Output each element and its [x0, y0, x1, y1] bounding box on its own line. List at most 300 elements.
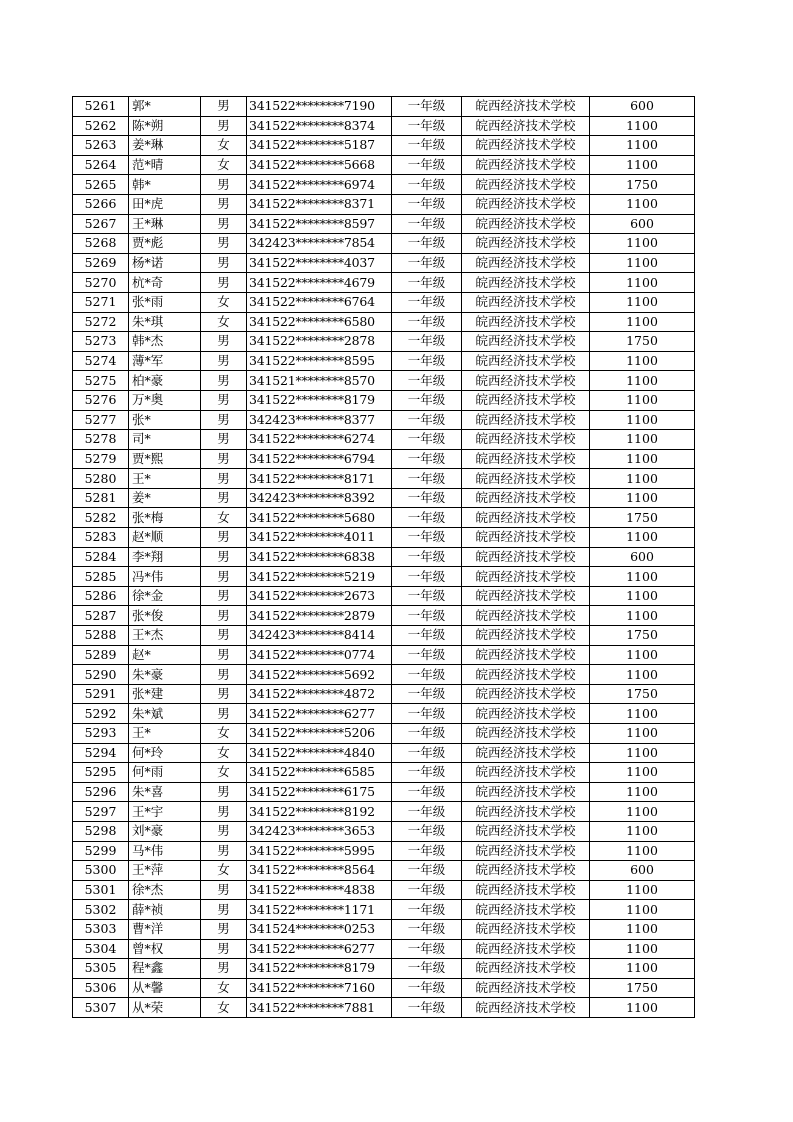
- cell-serial-number: 5300: [73, 861, 129, 881]
- cell-school: 皖西经济技术学校: [462, 900, 590, 920]
- table-row: [73, 782, 695, 802]
- table-row: [73, 312, 695, 332]
- cell-student-name: 王*杰: [129, 626, 201, 646]
- table-row: [73, 155, 695, 175]
- cell-amount: 1100: [590, 704, 695, 724]
- cell-grade: 一年级: [392, 684, 462, 704]
- table-row: [73, 547, 695, 567]
- cell-school: 皖西经济技术学校: [462, 175, 590, 195]
- cell-id-number: 341522********6277: [247, 939, 392, 959]
- cell-amount: 1100: [590, 116, 695, 136]
- cell-amount: 1750: [590, 626, 695, 646]
- cell-amount: 1100: [590, 312, 695, 332]
- cell-gender: 男: [201, 175, 247, 195]
- cell-student-name: 张*俊: [129, 606, 201, 626]
- cell-school: 皖西经济技术学校: [462, 880, 590, 900]
- cell-amount: 1100: [590, 528, 695, 548]
- table-row: [73, 684, 695, 704]
- cell-school: 皖西经济技术学校: [462, 939, 590, 959]
- cell-student-name: 贾*熙: [129, 449, 201, 469]
- table-row: [73, 645, 695, 665]
- cell-grade: 一年级: [392, 332, 462, 352]
- cell-school: 皖西经济技术学校: [462, 312, 590, 332]
- cell-serial-number: 5294: [73, 743, 129, 763]
- cell-school: 皖西经济技术学校: [462, 861, 590, 881]
- cell-amount: 1100: [590, 841, 695, 861]
- cell-school: 皖西经济技术学校: [462, 547, 590, 567]
- cell-grade: 一年级: [392, 253, 462, 273]
- cell-student-name: 王*: [129, 724, 201, 744]
- cell-gender: 男: [201, 488, 247, 508]
- table-row: [73, 704, 695, 724]
- table-row: [73, 116, 695, 136]
- cell-serial-number: 5268: [73, 234, 129, 254]
- cell-school: 皖西经济技术学校: [462, 253, 590, 273]
- cell-serial-number: 5285: [73, 567, 129, 587]
- cell-student-name: 张*: [129, 410, 201, 430]
- cell-grade: 一年级: [392, 430, 462, 450]
- cell-serial-number: 5291: [73, 684, 129, 704]
- cell-id-number: 342423********8392: [247, 488, 392, 508]
- cell-school: 皖西经济技术学校: [462, 430, 590, 450]
- cell-school: 皖西经济技术学校: [462, 724, 590, 744]
- cell-student-name: 赵*顺: [129, 528, 201, 548]
- cell-student-name: 朱*喜: [129, 782, 201, 802]
- cell-gender: 男: [201, 586, 247, 606]
- cell-student-name: 赵*: [129, 645, 201, 665]
- cell-gender: 男: [201, 351, 247, 371]
- cell-serial-number: 5282: [73, 508, 129, 528]
- cell-id-number: 341522********6585: [247, 763, 392, 783]
- table-row: [73, 253, 695, 273]
- table-row: [73, 469, 695, 489]
- table-row: [73, 528, 695, 548]
- cell-gender: 女: [201, 724, 247, 744]
- cell-student-name: 万*奥: [129, 390, 201, 410]
- cell-gender: 男: [201, 547, 247, 567]
- table-row: [73, 292, 695, 312]
- table-row: [73, 743, 695, 763]
- cell-id-number: 341522********5692: [247, 665, 392, 685]
- cell-id-number: 341522********6277: [247, 704, 392, 724]
- subsidy-table: [72, 96, 695, 1018]
- cell-student-name: 姜*: [129, 488, 201, 508]
- cell-id-number: 341522********2878: [247, 332, 392, 352]
- cell-gender: 女: [201, 998, 247, 1018]
- cell-id-number: 341522********5995: [247, 841, 392, 861]
- cell-serial-number: 5284: [73, 547, 129, 567]
- table-row: [73, 410, 695, 430]
- cell-gender: 女: [201, 763, 247, 783]
- cell-school: 皖西经济技术学校: [462, 332, 590, 352]
- cell-student-name: 郭*: [129, 97, 201, 117]
- cell-amount: 1100: [590, 919, 695, 939]
- cell-gender: 女: [201, 743, 247, 763]
- cell-gender: 男: [201, 821, 247, 841]
- cell-student-name: 韩*杰: [129, 332, 201, 352]
- cell-id-number: 341522********8192: [247, 802, 392, 822]
- cell-amount: 1750: [590, 332, 695, 352]
- cell-student-name: 柏*豪: [129, 371, 201, 391]
- cell-amount: 1100: [590, 763, 695, 783]
- cell-serial-number: 5288: [73, 626, 129, 646]
- cell-serial-number: 5273: [73, 332, 129, 352]
- cell-id-number: 342423********7854: [247, 234, 392, 254]
- cell-gender: 男: [201, 371, 247, 391]
- cell-serial-number: 5265: [73, 175, 129, 195]
- cell-school: 皖西经济技术学校: [462, 586, 590, 606]
- cell-amount: 1100: [590, 430, 695, 450]
- cell-amount: 1100: [590, 136, 695, 156]
- cell-grade: 一年级: [392, 234, 462, 254]
- cell-serial-number: 5301: [73, 880, 129, 900]
- cell-student-name: 王*宇: [129, 802, 201, 822]
- cell-student-name: 何*雨: [129, 763, 201, 783]
- cell-grade: 一年级: [392, 194, 462, 214]
- cell-serial-number: 5272: [73, 312, 129, 332]
- cell-student-name: 张*雨: [129, 292, 201, 312]
- cell-grade: 一年级: [392, 900, 462, 920]
- cell-amount: 1100: [590, 469, 695, 489]
- cell-school: 皖西经济技术学校: [462, 841, 590, 861]
- cell-gender: 女: [201, 136, 247, 156]
- cell-serial-number: 5304: [73, 939, 129, 959]
- cell-id-number: 342423********3653: [247, 821, 392, 841]
- cell-gender: 男: [201, 900, 247, 920]
- cell-id-number: 341522********8374: [247, 116, 392, 136]
- cell-serial-number: 5303: [73, 919, 129, 939]
- cell-grade: 一年级: [392, 626, 462, 646]
- cell-amount: 1100: [590, 880, 695, 900]
- cell-student-name: 陈*朔: [129, 116, 201, 136]
- cell-student-name: 徐*金: [129, 586, 201, 606]
- table-row: [73, 939, 695, 959]
- cell-grade: 一年级: [392, 175, 462, 195]
- cell-serial-number: 5286: [73, 586, 129, 606]
- cell-school: 皖西经济技术学校: [462, 449, 590, 469]
- cell-serial-number: 5306: [73, 978, 129, 998]
- cell-grade: 一年级: [392, 371, 462, 391]
- cell-grade: 一年级: [392, 704, 462, 724]
- table-row: [73, 449, 695, 469]
- cell-amount: 1100: [590, 488, 695, 508]
- cell-gender: 男: [201, 704, 247, 724]
- table-row: [73, 214, 695, 234]
- cell-school: 皖西经济技术学校: [462, 273, 590, 293]
- cell-student-name: 马*伟: [129, 841, 201, 861]
- cell-id-number: 341521********8570: [247, 371, 392, 391]
- cell-student-name: 刘*豪: [129, 821, 201, 841]
- cell-school: 皖西经济技术学校: [462, 351, 590, 371]
- cell-amount: 1100: [590, 724, 695, 744]
- table-row: [73, 626, 695, 646]
- cell-school: 皖西经济技术学校: [462, 292, 590, 312]
- cell-student-name: 王*萍: [129, 861, 201, 881]
- cell-grade: 一年级: [392, 97, 462, 117]
- cell-student-name: 朱*豪: [129, 665, 201, 685]
- cell-student-name: 冯*伟: [129, 567, 201, 587]
- cell-serial-number: 5263: [73, 136, 129, 156]
- table-row: [73, 821, 695, 841]
- cell-amount: 1100: [590, 567, 695, 587]
- cell-id-number: 341522********8595: [247, 351, 392, 371]
- cell-school: 皖西经济技术学校: [462, 978, 590, 998]
- cell-gender: 男: [201, 665, 247, 685]
- cell-student-name: 何*玲: [129, 743, 201, 763]
- cell-amount: 1100: [590, 449, 695, 469]
- table-row: [73, 665, 695, 685]
- cell-school: 皖西经济技术学校: [462, 371, 590, 391]
- cell-grade: 一年级: [392, 586, 462, 606]
- cell-student-name: 从*荣: [129, 998, 201, 1018]
- cell-id-number: 341522********4679: [247, 273, 392, 293]
- table-row: [73, 97, 695, 117]
- cell-grade: 一年级: [392, 861, 462, 881]
- cell-serial-number: 5271: [73, 292, 129, 312]
- cell-grade: 一年级: [392, 939, 462, 959]
- cell-grade: 一年级: [392, 469, 462, 489]
- cell-amount: 1100: [590, 821, 695, 841]
- cell-id-number: 341522********8179: [247, 390, 392, 410]
- cell-gender: 男: [201, 782, 247, 802]
- table-row: [73, 919, 695, 939]
- cell-grade: 一年级: [392, 449, 462, 469]
- cell-grade: 一年级: [392, 214, 462, 234]
- cell-gender: 男: [201, 410, 247, 430]
- cell-school: 皖西经济技术学校: [462, 116, 590, 136]
- table-row: [73, 430, 695, 450]
- table-row: [73, 724, 695, 744]
- cell-serial-number: 5278: [73, 430, 129, 450]
- cell-grade: 一年级: [392, 841, 462, 861]
- table-row: [73, 332, 695, 352]
- cell-grade: 一年级: [392, 606, 462, 626]
- cell-gender: 男: [201, 430, 247, 450]
- cell-school: 皖西经济技术学校: [462, 684, 590, 704]
- cell-student-name: 从*馨: [129, 978, 201, 998]
- table-row: [73, 998, 695, 1018]
- cell-gender: 男: [201, 273, 247, 293]
- table-row: [73, 175, 695, 195]
- table-row: [73, 900, 695, 920]
- cell-amount: 600: [590, 547, 695, 567]
- cell-gender: 男: [201, 234, 247, 254]
- cell-school: 皖西经济技术学校: [462, 704, 590, 724]
- cell-school: 皖西经济技术学校: [462, 998, 590, 1018]
- cell-student-name: 杭*奇: [129, 273, 201, 293]
- table-row: [73, 959, 695, 979]
- cell-grade: 一年级: [392, 724, 462, 744]
- cell-serial-number: 5264: [73, 155, 129, 175]
- table-row: [73, 586, 695, 606]
- cell-serial-number: 5276: [73, 390, 129, 410]
- cell-student-name: 韩*: [129, 175, 201, 195]
- table-row: [73, 371, 695, 391]
- cell-id-number: 341522********7190: [247, 97, 392, 117]
- cell-serial-number: 5261: [73, 97, 129, 117]
- cell-student-name: 薄*军: [129, 351, 201, 371]
- cell-student-name: 司*: [129, 430, 201, 450]
- cell-serial-number: 5287: [73, 606, 129, 626]
- cell-serial-number: 5296: [73, 782, 129, 802]
- cell-id-number: 341522********6175: [247, 782, 392, 802]
- cell-gender: 男: [201, 194, 247, 214]
- cell-amount: 1100: [590, 155, 695, 175]
- cell-grade: 一年级: [392, 782, 462, 802]
- cell-grade: 一年级: [392, 292, 462, 312]
- cell-student-name: 薛*祯: [129, 900, 201, 920]
- cell-amount: 600: [590, 861, 695, 881]
- cell-grade: 一年级: [392, 351, 462, 371]
- cell-id-number: 341522********4037: [247, 253, 392, 273]
- cell-serial-number: 5290: [73, 665, 129, 685]
- cell-gender: 男: [201, 332, 247, 352]
- cell-gender: 女: [201, 861, 247, 881]
- cell-serial-number: 5267: [73, 214, 129, 234]
- cell-gender: 男: [201, 214, 247, 234]
- cell-id-number: 341522********8564: [247, 861, 392, 881]
- cell-gender: 男: [201, 802, 247, 822]
- cell-student-name: 王*琳: [129, 214, 201, 234]
- cell-amount: 1100: [590, 802, 695, 822]
- cell-id-number: 341522********4838: [247, 880, 392, 900]
- cell-amount: 1750: [590, 684, 695, 704]
- cell-id-number: 341522********5187: [247, 136, 392, 156]
- cell-school: 皖西经济技术学校: [462, 645, 590, 665]
- cell-gender: 男: [201, 449, 247, 469]
- cell-amount: 1100: [590, 959, 695, 979]
- cell-grade: 一年级: [392, 567, 462, 587]
- table-row: [73, 978, 695, 998]
- cell-serial-number: 5307: [73, 998, 129, 1018]
- cell-school: 皖西经济技术学校: [462, 606, 590, 626]
- table-row: [73, 880, 695, 900]
- cell-serial-number: 5293: [73, 724, 129, 744]
- cell-grade: 一年级: [392, 665, 462, 685]
- cell-school: 皖西经济技术学校: [462, 136, 590, 156]
- cell-school: 皖西经济技术学校: [462, 155, 590, 175]
- cell-id-number: 341522********5219: [247, 567, 392, 587]
- cell-amount: 1750: [590, 175, 695, 195]
- cell-student-name: 贾*彪: [129, 234, 201, 254]
- cell-school: 皖西经济技术学校: [462, 469, 590, 489]
- cell-serial-number: 5302: [73, 900, 129, 920]
- cell-amount: 1100: [590, 900, 695, 920]
- cell-serial-number: 5275: [73, 371, 129, 391]
- cell-grade: 一年级: [392, 528, 462, 548]
- cell-gender: 女: [201, 312, 247, 332]
- cell-amount: 1750: [590, 508, 695, 528]
- cell-gender: 男: [201, 567, 247, 587]
- cell-student-name: 张*梅: [129, 508, 201, 528]
- cell-school: 皖西经济技术学校: [462, 782, 590, 802]
- cell-gender: 男: [201, 528, 247, 548]
- table-row: [73, 861, 695, 881]
- cell-school: 皖西经济技术学校: [462, 919, 590, 939]
- cell-id-number: 342423********8377: [247, 410, 392, 430]
- cell-school: 皖西经济技术学校: [462, 567, 590, 587]
- cell-gender: 女: [201, 155, 247, 175]
- table-row: [73, 136, 695, 156]
- cell-grade: 一年级: [392, 959, 462, 979]
- cell-school: 皖西经济技术学校: [462, 626, 590, 646]
- cell-amount: 1100: [590, 782, 695, 802]
- cell-student-name: 田*虎: [129, 194, 201, 214]
- cell-school: 皖西经济技术学校: [462, 528, 590, 548]
- table-row: [73, 390, 695, 410]
- cell-grade: 一年级: [392, 763, 462, 783]
- cell-amount: 1100: [590, 743, 695, 763]
- cell-school: 皖西经济技术学校: [462, 508, 590, 528]
- cell-student-name: 杨*诺: [129, 253, 201, 273]
- cell-school: 皖西经济技术学校: [462, 763, 590, 783]
- cell-gender: 男: [201, 253, 247, 273]
- cell-serial-number: 5297: [73, 802, 129, 822]
- cell-id-number: 341522********7160: [247, 978, 392, 998]
- cell-amount: 1100: [590, 665, 695, 685]
- cell-amount: 1100: [590, 371, 695, 391]
- cell-id-number: 341522********5680: [247, 508, 392, 528]
- cell-grade: 一年级: [392, 136, 462, 156]
- cell-gender: 女: [201, 508, 247, 528]
- cell-amount: 1100: [590, 410, 695, 430]
- table-row: [73, 841, 695, 861]
- cell-grade: 一年级: [392, 978, 462, 998]
- cell-school: 皖西经济技术学校: [462, 802, 590, 822]
- cell-student-name: 曹*洋: [129, 919, 201, 939]
- cell-id-number: 341522********8371: [247, 194, 392, 214]
- cell-school: 皖西经济技术学校: [462, 743, 590, 763]
- cell-serial-number: 5274: [73, 351, 129, 371]
- cell-student-name: 王*: [129, 469, 201, 489]
- cell-id-number: 341522********8171: [247, 469, 392, 489]
- cell-grade: 一年级: [392, 273, 462, 293]
- cell-gender: 男: [201, 626, 247, 646]
- cell-serial-number: 5277: [73, 410, 129, 430]
- cell-student-name: 徐*杰: [129, 880, 201, 900]
- cell-grade: 一年级: [392, 312, 462, 332]
- cell-grade: 一年级: [392, 488, 462, 508]
- table-row: [73, 488, 695, 508]
- cell-serial-number: 5298: [73, 821, 129, 841]
- cell-amount: 600: [590, 214, 695, 234]
- cell-amount: 600: [590, 97, 695, 117]
- cell-school: 皖西经济技术学校: [462, 665, 590, 685]
- cell-serial-number: 5270: [73, 273, 129, 293]
- cell-id-number: 341522********6580: [247, 312, 392, 332]
- cell-serial-number: 5292: [73, 704, 129, 724]
- cell-id-number: 341522********4011: [247, 528, 392, 548]
- cell-id-number: 341522********7881: [247, 998, 392, 1018]
- cell-id-number: 341522********6764: [247, 292, 392, 312]
- cell-student-name: 朱*斌: [129, 704, 201, 724]
- cell-grade: 一年级: [392, 508, 462, 528]
- cell-school: 皖西经济技术学校: [462, 390, 590, 410]
- cell-grade: 一年级: [392, 880, 462, 900]
- cell-school: 皖西经济技术学校: [462, 959, 590, 979]
- cell-grade: 一年级: [392, 116, 462, 136]
- cell-amount: 1100: [590, 606, 695, 626]
- cell-amount: 1100: [590, 390, 695, 410]
- cell-id-number: 342423********8414: [247, 626, 392, 646]
- cell-grade: 一年级: [392, 919, 462, 939]
- cell-id-number: 341522********4840: [247, 743, 392, 763]
- cell-id-number: 341522********2673: [247, 586, 392, 606]
- table-row: [73, 234, 695, 254]
- cell-grade: 一年级: [392, 547, 462, 567]
- cell-student-name: 程*鑫: [129, 959, 201, 979]
- cell-amount: 1100: [590, 292, 695, 312]
